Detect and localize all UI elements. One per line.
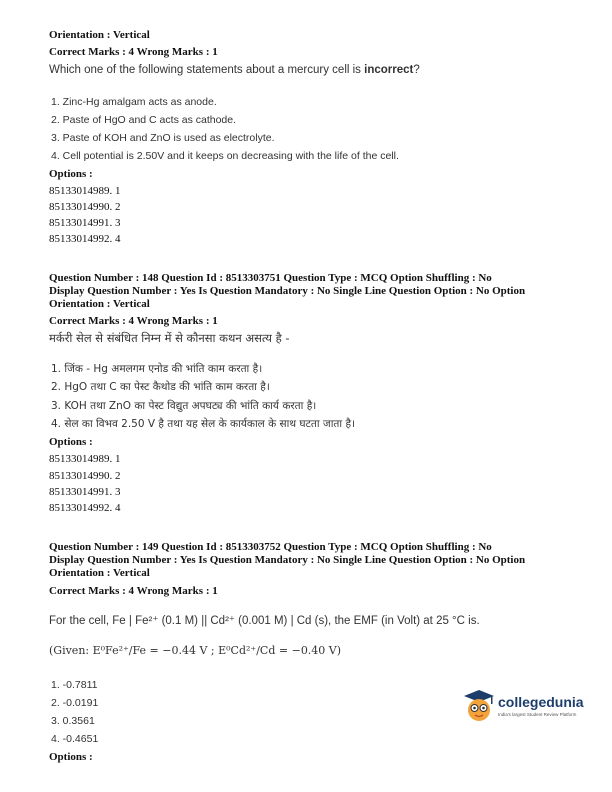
question-header: Display Question Number : Yes Is Question Mandatory : No Single Line Question Option : No Option <box>49 554 526 566</box>
option-1: 1. जिंक - Hg अमलगम एनोड की भांति काम करता है। <box>51 363 263 375</box>
option-id: 85133014989. 1 <box>49 185 121 197</box>
option-id: 85133014992. 4 <box>49 502 121 514</box>
marks-label: Correct Marks : 4 Wrong Marks : 1 <box>49 315 218 327</box>
given-values: (Given: E⁰Fe²⁺/Fe = −0.44 V ; E⁰Cd²⁺/Cd = −0.40 V) <box>49 644 342 657</box>
marks-label: Correct Marks : 4 Wrong Marks : 1 <box>49 46 218 58</box>
question-text: For the cell, Fe | Fe²⁺ (0.1 M) || Cd²⁺ (0.001 M) | Cd (s), the EMF (in Volt) at 25 °C is. <box>49 615 480 627</box>
option-4: 4. -0.4651 <box>51 733 99 745</box>
option-id: 85133014991. 3 <box>49 217 121 229</box>
option-4: 4. सेल का विभव 2.50 V है तथा यह सेल के कार्यकाल के साथ घटता जाता है। <box>51 418 356 430</box>
option-2: 2. HgO तथा C का पेस्ट कैथोड की भांति काम करता है। <box>51 381 270 393</box>
option-1: 1. Zinc-Hg amalgam acts as anode. <box>51 96 217 108</box>
option-4: 4. Cell potential is 2.50V and it keeps on decreasing with the life of the cell. <box>51 150 399 162</box>
option-3: 3. 0.3561 <box>51 715 95 727</box>
orientation-label: Orientation : Vertical <box>49 29 150 41</box>
orientation-label: Orientation : Vertical <box>49 567 150 579</box>
option-id: 85133014991. 3 <box>49 486 121 498</box>
logo-name: collegedunia <box>498 694 584 710</box>
orientation-label: Orientation : Vertical <box>49 298 150 310</box>
question-text: मर्करी सेल से संबंधित निम्न में से कौनसा कथन असत्य है - <box>49 331 290 345</box>
marks-label: Correct Marks : 4 Wrong Marks : 1 <box>49 585 218 597</box>
option-id: 85133014990. 2 <box>49 470 121 482</box>
collegedunia-logo <box>462 688 602 728</box>
question-header: Question Number : 148 Question Id : 8513303751 Question Type : MCQ Option Shuffling : No <box>49 272 492 284</box>
logo-tagline: India's largest Student Review Platform <box>498 712 577 717</box>
option-3: 3. Paste of KOH and ZnO is used as electrolyte. <box>51 132 275 144</box>
option-2: 2. Paste of HgO and C acts as cathode. <box>51 114 237 126</box>
option-id: 85133014992. 4 <box>49 233 121 245</box>
option-1: 1. -0.7811 <box>51 679 98 691</box>
option-id: 85133014989. 1 <box>49 453 121 465</box>
question-header: Question Number : 149 Question Id : 8513303752 Question Type : MCQ Option Shuffling : No <box>49 541 492 553</box>
question-text: Which one of the following statements about a mercury cell is incorrect? <box>49 64 420 76</box>
options-label: Options : <box>49 751 93 763</box>
question-header: Display Question Number : Yes Is Question Mandatory : No Single Line Question Option : No Option <box>49 285 526 297</box>
option-3: 3. KOH तथा ZnO का पेस्ट विद्युत अपघट्य की भांति कार्य करता है। <box>51 400 317 412</box>
option-id: 85133014990. 2 <box>49 201 121 213</box>
options-label: Options : <box>49 436 93 448</box>
options-label: Options : <box>49 168 93 180</box>
option-2: 2. -0.0191 <box>51 697 99 709</box>
graduate-mascot-icon <box>462 688 496 724</box>
